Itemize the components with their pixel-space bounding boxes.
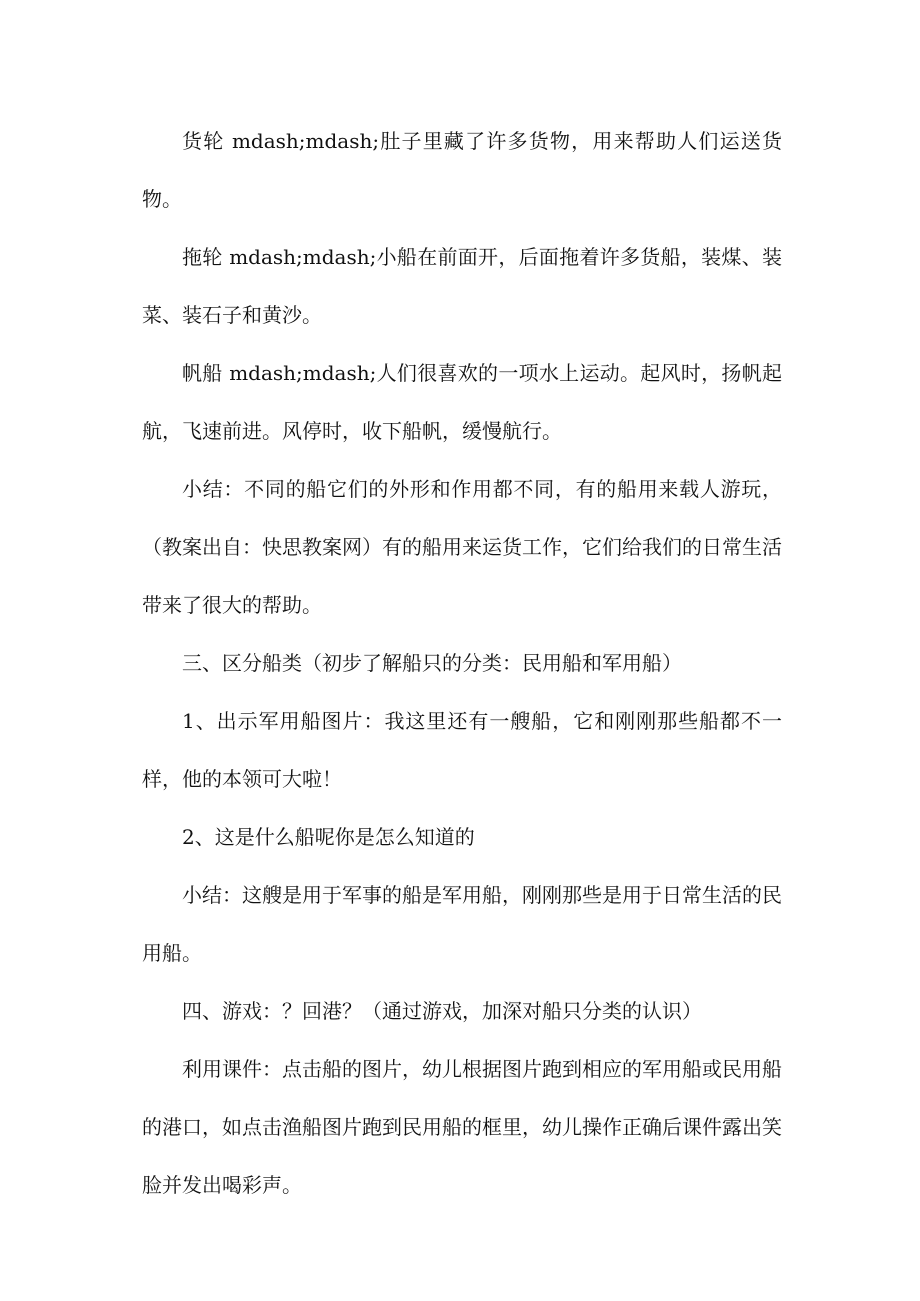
paragraph-section-3-heading: 三、区分船类（初步了解船只的分类：民用船和军用船） (182, 651, 682, 675)
paragraph-courseware: 利用课件：点击船的图片，幼儿根据图片跑到相应的军用船或民用船的港口，如点击渔船图片跑到民用船的框里，幼儿操作正确后课件露出笑脸并发出喝彩声。 (142, 1057, 782, 1197)
paragraph-sailboat: 帆船 mdash;mdash;人们很喜欢的一项水上运动。起风时，扬帆起航，飞速前进。风停时，收下船帆，缓慢航行。 (142, 361, 782, 443)
paragraph-step-2: 2、这是什么船呢你是怎么知道的 (182, 825, 475, 849)
paragraph-cargo-ship: 货轮 mdash;mdash;肚子里藏了许多货物，用来帮助人们运送货物。 (142, 129, 782, 211)
paragraph-step-1: 1、出示军用船图片：我这里还有一艘船，它和刚刚那些船都不一样，他的本领可大啦！ (142, 709, 782, 791)
paragraph-summary-1: 小结：不同的船它们的外形和作用都不同，有的船用来载人游玩，（教案出自：快思教案网）有的船用来运货工作，它们给我们的日常生活带来了很大的帮助。 (142, 477, 782, 617)
paragraph-section-4-heading: 四、游戏：？回港？（通过游戏，加深对船只分类的认识） (182, 999, 702, 1023)
document-body (142, 112, 782, 1214)
paragraph-summary-2: 小结：这艘是用于军事的船是军用船，刚刚那些是用于日常生活的民用船。 (142, 883, 782, 965)
paragraph-tugboat: 拖轮 mdash;mdash;小船在前面开，后面拖着许多货船，装煤、装菜、装石子和黄沙。 (142, 245, 782, 327)
